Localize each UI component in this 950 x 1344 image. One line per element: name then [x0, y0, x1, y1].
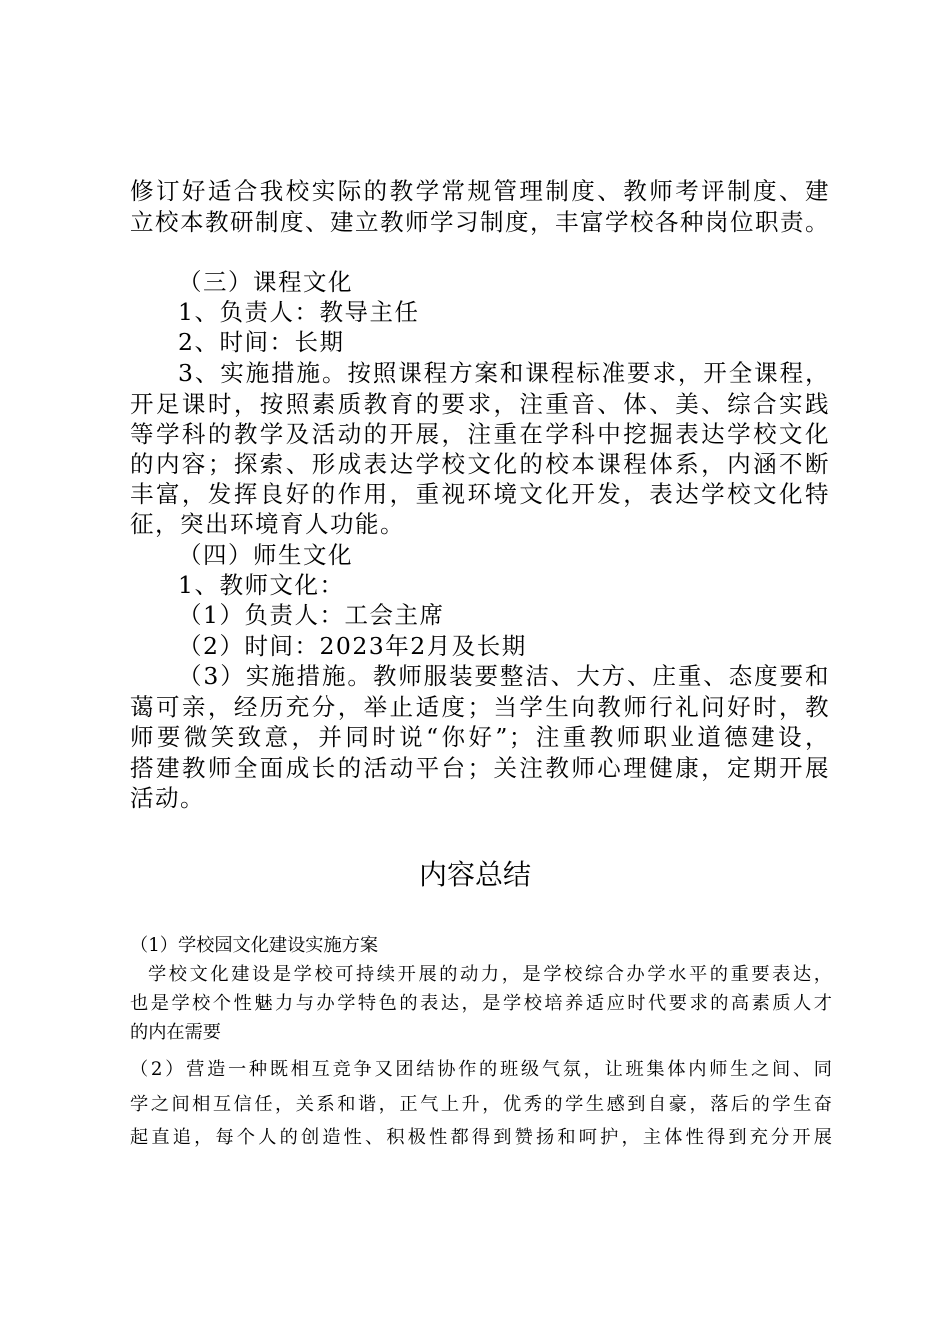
- body-line-11: 征，突出环境育人功能。: [130, 510, 405, 538]
- body-line-measures: 3、实施措施。按照课程方案和课程标准要求，开全课程，: [178, 359, 830, 387]
- body-line-teacher-culture: 1、教师文化：: [178, 571, 345, 599]
- summary-line-1: （1）学校园文化建设实施方案: [130, 935, 379, 956]
- summary-line-5: （2）营造一种既相互竞争又团结协作的班级气氛，让班集体内师生之间、同: [130, 1059, 832, 1080]
- summary-title: 内容总结: [418, 858, 531, 891]
- body-line-time: 2、时间：长期: [178, 328, 345, 356]
- body-line-18: 师要微笑致意，并同时说“你好”；注重教师职业道德建设，: [130, 723, 830, 751]
- section-heading-curriculum: （三）课程文化: [178, 268, 353, 296]
- body-line-teacher-measures: （3）实施措施。教师服装要整洁、大方、庄重、态度要和: [178, 662, 830, 690]
- body-line-19: 搭建教师全面成长的活动平台；关注教师心理健康，定期开展: [130, 754, 830, 782]
- body-line-20: 活动。: [130, 784, 205, 812]
- summary-line-6: 学之间相互信任，关系和谐，正气上升，优秀的学生感到自豪，落后的学生奋: [130, 1094, 832, 1115]
- body-line-7: 开足课时，按照素质教育的要求，注重音、体、美、综合实践: [130, 390, 830, 418]
- body-line-1: 修订好适合我校实际的教学常规管理制度、教师考评制度、建: [130, 177, 830, 205]
- summary-line-2: 学校文化建设是学校可持续开展的动力，是学校综合办学水平的重要表达，: [148, 964, 832, 985]
- body-line-teacher-time: （2）时间：2023年2月及长期: [178, 632, 527, 660]
- body-line-10: 丰富，发挥良好的作用，重视环境文化开发，表达学校文化特: [130, 480, 830, 508]
- body-line-17: 蔼可亲，经历充分，举止适度；当学生向教师行礼问好时，教: [130, 693, 830, 721]
- section-heading-teacher-student: （四）师生文化: [178, 541, 353, 569]
- summary-line-7: 起直追，每个人的创造性、积极性都得到赞扬和呵护，主体性得到充分开展: [130, 1127, 832, 1148]
- body-line-8: 等学科的教学及活动的开展，注重在学科中挖掘表达学校文化: [130, 420, 830, 448]
- body-line-2: 立校本教研制度、建立教师学习制度，丰富学校各种岗位职责。: [130, 208, 830, 236]
- summary-line-4: 的内在需要: [130, 1022, 221, 1043]
- body-line-9: 的内容；探索、形成表达学校文化的校本课程体系，内涵不断: [130, 450, 830, 478]
- body-line-teacher-responsible: （1）负责人：工会主席: [178, 601, 445, 629]
- summary-line-3: 也是学校个性魅力与办学特色的表达，是学校培养适应时代要求的高素质人才: [130, 993, 832, 1014]
- body-line-responsible: 1、负责人：教导主任: [178, 298, 420, 326]
